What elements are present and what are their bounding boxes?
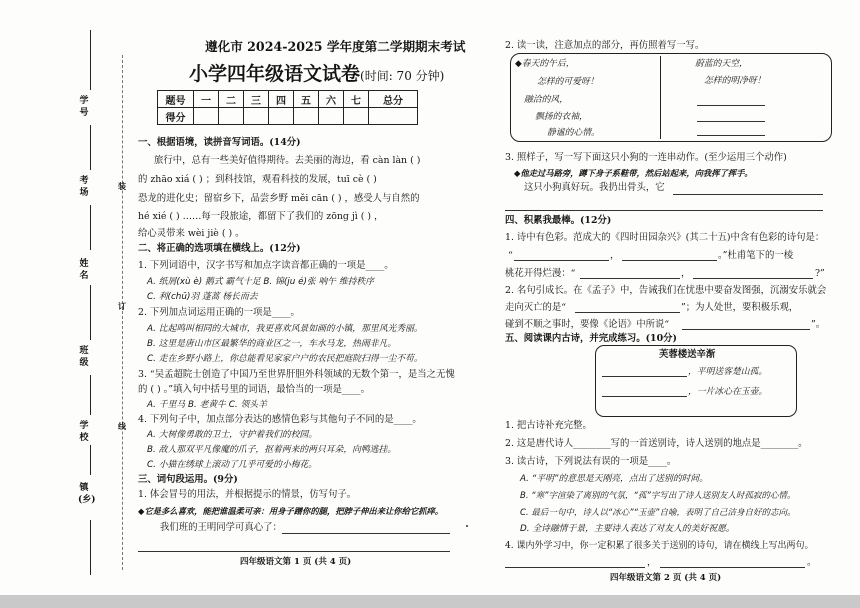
question-line: 这只小狗真好玩。我扔出骨头，它 xyxy=(524,182,665,193)
name-label: 姓名 xyxy=(79,259,89,281)
answer-blank[interactable] xyxy=(602,376,687,377)
comma: ， xyxy=(681,268,691,279)
school-label: 学校 xyxy=(79,421,89,443)
example-line: ◆他走过马路旁，蹲下身子系鞋带，然后站起来，向我挥了挥手。 xyxy=(514,168,753,178)
quote-mark: “ xyxy=(508,250,513,261)
question-line: 4. 下列句子中，加点部分表达的感情色彩与其他句子不同的是____。 xyxy=(138,414,422,425)
poem-line: ，平明送客楚山孤。 xyxy=(688,367,768,377)
answer-blank[interactable] xyxy=(697,135,765,136)
score-cell: 题号 xyxy=(158,91,194,108)
question-line: 1. 把古诗补充完整。 xyxy=(505,420,592,431)
margin-line xyxy=(90,375,91,415)
seal-mark: 装 xyxy=(118,181,126,191)
score-cell: 总分 xyxy=(369,91,418,108)
question-line: 3. “吴孟超院士创造了中国乃至世界肝胆外科领域的无数个第一，是当之无愧 xyxy=(138,369,455,380)
score-cell: 一 xyxy=(194,91,219,108)
score-blank[interactable] xyxy=(344,108,369,125)
score-blank[interactable] xyxy=(194,108,219,125)
example-line: ◆它是多么喜欢，能把谁温柔可亲：用身子蹭你的腿，把脖子伸出来让你给它抓痒。 xyxy=(138,506,444,516)
score-table-header-row xyxy=(158,91,418,108)
option-line: C. 最后一句中，诗人以“冰心”“玉壶”自喻，表明了自己洁身自好的志向。 xyxy=(520,508,796,518)
question-line: 给心灵带来 wèi jiè ( ) 。 xyxy=(138,228,245,239)
score-table-score-row xyxy=(158,108,418,125)
score-blank[interactable] xyxy=(269,108,294,125)
section-heading: 四、积累我最棒。(12分) xyxy=(505,215,612,226)
score-cell: 五 xyxy=(294,91,319,108)
box-line: 融洽的风， xyxy=(524,95,568,105)
poem-line: ，一片冰心在玉壶。 xyxy=(688,387,768,397)
box-divider xyxy=(660,56,661,139)
margin-line xyxy=(90,520,91,575)
option-line: B. 这里是唐山市区最繁华的商业区之一，车水马龙，热闹非凡。 xyxy=(147,339,397,349)
box-line: 怎样的可爱呀！ xyxy=(537,77,599,87)
option-line: C. 走在乡野小路上，你总能看见家家户户的农民把庭院扫得一尘不苟。 xyxy=(147,354,423,364)
question-line: ”。 xyxy=(811,319,826,330)
student-id-label: 学号 xyxy=(79,96,89,118)
score-blank[interactable] xyxy=(319,108,344,125)
option-line: A. “平明”的意思是天刚亮，点出了送别的时间。 xyxy=(520,474,709,484)
option-line: B. “寒”字渲染了离别的气氛，“孤”字写出了诗人送别友人时孤寂的心情。 xyxy=(520,491,796,501)
question-line: 2. 名句引成长。在《孟子》中，告诫我们在忧患中要奋发图强，沉溺安乐就会 xyxy=(505,285,827,296)
page-footer: 四年级语文第 1 页 (共 4 页) xyxy=(240,557,352,567)
scan-speck xyxy=(466,525,468,527)
question-line: ”；为人处世，要积极乐观， xyxy=(681,302,799,313)
option-line: A. 纸屑(xù è) 鹅式 霸气十足 B. 锦(ju é)张 响午 维持秩序 xyxy=(147,277,375,287)
margin-line xyxy=(90,30,91,90)
box-line: 蔚蓝的天空， xyxy=(695,59,748,69)
option-line: C. 利(chū)羽 蓬蒿 杨长而去 xyxy=(147,292,258,302)
poem-title: 芙蓉楼送辛渐 xyxy=(659,349,716,360)
question-line: 3. 照样子，写一写下面这只小狗的一连串动作。(至少运用三个动作) xyxy=(505,152,787,163)
box-line: 怎样的明净呀！ xyxy=(704,76,766,86)
township-label: 镇(乡) xyxy=(78,483,96,505)
question-line: 2. 下列加点词运用正确的一项是____。 xyxy=(138,307,300,318)
question-line: 桃花开得烂漫：“ xyxy=(505,268,576,279)
period: 。 xyxy=(807,557,817,568)
score-blank[interactable] xyxy=(369,108,418,125)
exam-title: 遵化市 2024-2025 学年度第二学期期末考试 xyxy=(205,39,466,54)
score-cell: 得分 xyxy=(158,108,194,125)
seal-mark: 订 xyxy=(118,301,126,311)
score-table xyxy=(157,90,418,125)
question-line: 。”杜甫笔下的一棱 xyxy=(718,250,794,261)
score-cell: 二 xyxy=(219,91,244,108)
scan-bottom-edge xyxy=(0,595,860,608)
option-line: A. 千里马 B. 老黄牛 C. 领头羊 xyxy=(147,400,267,410)
box-line: ◆春天的午后， xyxy=(515,59,575,69)
seal-mark: 线 xyxy=(118,421,126,431)
question-line: 1. 体会冒号的用法，并根据提示的情景，仿写句子。 xyxy=(138,489,357,500)
answer-blank[interactable] xyxy=(660,567,805,568)
answer-blank[interactable] xyxy=(282,533,450,534)
section-heading: 五、阅读课内古诗，并完成练习。(10分) xyxy=(505,333,677,344)
answer-blank[interactable] xyxy=(622,260,717,261)
option-line: B. 敌人那双平凡像魔的爪子，抠着两来的两只耳朵，向鸭逃挂。 xyxy=(147,445,397,455)
paper-title-text: 小学四年级语文试卷 xyxy=(189,63,361,85)
option-line: A. 比起鸣叫相同的大城市，我更喜欢风景如画的小镇，那里风光秀丽。 xyxy=(147,324,423,334)
page-footer: 四年级语文第 2 页 (共 4 页) xyxy=(610,573,722,583)
score-cell: 六 xyxy=(319,91,344,108)
score-cell: 四 xyxy=(269,91,294,108)
question-line: 的 zhāo xiá ( ) ；到科技馆，观看科技的发展，tuī cè ( ) xyxy=(138,174,377,185)
score-cell: 三 xyxy=(244,91,269,108)
question-line: 4. 课内外学习中，你一定积累了很多关于送别的诗句，请在横线上写出两句。 xyxy=(505,541,814,551)
question-line: 2. 这是唐代诗人________写的一首送别诗，诗人送别的地点是________。 xyxy=(505,438,808,449)
answer-blank[interactable] xyxy=(682,329,810,330)
score-cell: 七 xyxy=(344,91,369,108)
answer-blank[interactable] xyxy=(575,312,680,313)
margin-line xyxy=(90,205,91,250)
answer-blank[interactable] xyxy=(514,260,609,261)
question-line: 1. 诗中有色彩。范成大的《四时田园杂兴》(其二十五)中含有色彩的诗句是： xyxy=(505,232,825,243)
comma: ， xyxy=(610,250,620,261)
question-line: 走向灭亡的是“ xyxy=(505,302,567,313)
option-line: C. 小猫在绣球上滚动了几乎可爱的小梅花。 xyxy=(147,460,318,470)
class-label: 班级 xyxy=(79,346,89,368)
score-blank[interactable] xyxy=(219,108,244,125)
answer-blank[interactable] xyxy=(673,194,823,195)
score-blank[interactable] xyxy=(294,108,319,125)
question-line: 3. 读古诗，下列说法有误的一项是____。 xyxy=(505,456,677,467)
question-line: 1. 下列词语中，汉字书写和加点字读音都正确的一项是____。 xyxy=(138,260,394,271)
question-line: 2. 读一读，注意加点的部分，再仿照着写一写。 xyxy=(505,40,705,51)
option-line: A. 大树像勇敢的卫士，守护着我们的校园。 xyxy=(147,430,318,440)
paper-title xyxy=(189,63,444,87)
answer-blank[interactable] xyxy=(602,396,687,397)
option-line: D. 全诗融情于景，主要诗人表达了对友人的美好祝愿。 xyxy=(520,524,735,534)
margin-line xyxy=(90,125,91,170)
answer-blank[interactable] xyxy=(505,210,823,211)
margin-line xyxy=(90,285,91,340)
box-line: 静谧的心情。 xyxy=(547,128,600,138)
comma: ， xyxy=(647,557,657,568)
question-line: hé xié ( ) ……每一段旅途，都留下了我们的 zōng jì ( ) ， xyxy=(138,211,384,222)
question-line: 恐龙的进化史；留宿乡下，品尝乡野 měi cān ( ) ，感受人与自然的 xyxy=(138,193,420,204)
answer-blank[interactable] xyxy=(505,567,645,568)
section-heading: 三、词句段运用。(9分) xyxy=(138,474,238,485)
margin-line xyxy=(90,445,91,475)
section-heading: 一、根据语境，读拼音写词语。(14分) xyxy=(138,137,301,148)
question-line: 我们班的王明同学可真心了： xyxy=(160,522,282,533)
time-note: (时间: 70 分钟) xyxy=(360,69,445,83)
answer-blank[interactable] xyxy=(697,105,765,106)
box-line: 飘扬的衣袖， xyxy=(535,112,588,122)
answer-blank[interactable] xyxy=(580,278,680,279)
answer-blank[interactable] xyxy=(693,278,813,279)
question-line: 碰到不顺之事时，要像《论语》中所说“ xyxy=(505,319,670,330)
exam-room-label: 考场 xyxy=(79,176,89,198)
question-line: ?” xyxy=(815,268,825,279)
question-line: 旅行中，总有一些美好值得期待。去美丽的海边，看 càn làn ( ) xyxy=(154,155,421,166)
answer-blank[interactable] xyxy=(138,551,450,552)
score-blank[interactable] xyxy=(244,108,269,125)
binding-dashed-line xyxy=(122,55,123,570)
answer-blank[interactable] xyxy=(697,121,765,122)
section-heading: 二、将正确的选项填在横线上。(12分) xyxy=(138,243,301,254)
question-line: 的 ( ) 。”填入句中括号里的词语，最恰当的一项是____。 xyxy=(138,384,370,395)
